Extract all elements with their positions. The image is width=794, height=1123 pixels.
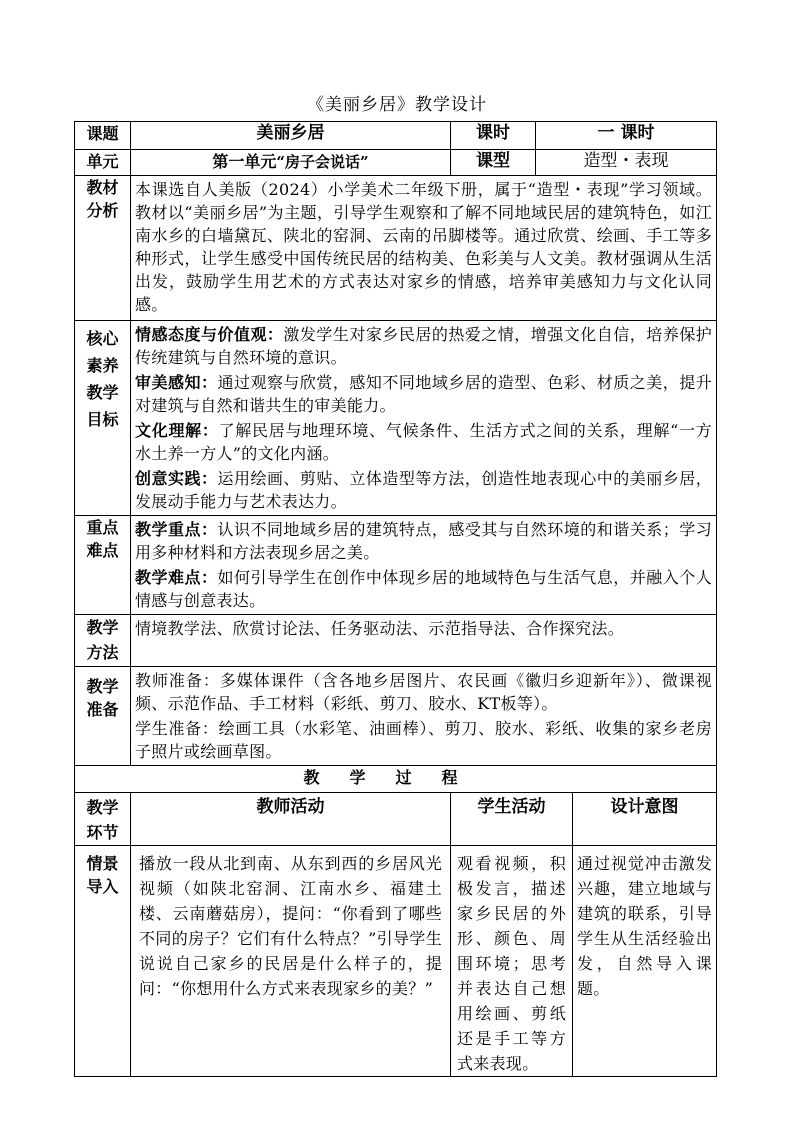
goals-label: 核心 素养 教学 目标 — [75, 321, 131, 516]
type-label: 课型 — [451, 150, 536, 176]
unit-value-sub: “房子会说话” — [276, 153, 369, 171]
process-row — [75, 846, 717, 1077]
keypoints-label: 重点 难点 — [75, 516, 131, 615]
unit-label: 单元 — [75, 150, 131, 176]
unit-value-main: 第一单元 — [212, 152, 277, 171]
keypoints-content — [131, 516, 717, 615]
keypoint-item: 教学难点：如何引导学生在创作中体现乡居的地域特色与生活气息，并融入个人情感与创意表达。 — [135, 568, 713, 610]
analysis-row — [75, 176, 717, 321]
type-value: 造型・表现 — [536, 150, 717, 176]
preparation-label: 教学 准备 — [75, 667, 131, 766]
preparation-row — [75, 667, 717, 766]
methods-text: 情境教学法、欣赏讨论法、任务驱动法、示范指导法、合作探究法。 — [131, 615, 717, 667]
student-activity-header: 学生活动 — [451, 793, 573, 846]
student-preparation: 学生准备：绘画工具（水彩笔、油画棒）、剪刀、胶水、彩纸、收集的家乡老房子照片或绘画草图。 — [135, 719, 713, 761]
goal-item: 文化理解：了解民居与地理环境、气候条件、生活方式之间的关系，理解“一方水土养一方人”的文化内涵。 — [135, 421, 712, 463]
design-intent-header: 设计意图 — [573, 793, 717, 846]
goals-row — [75, 321, 717, 516]
stage-column-header: 教学 环节 — [75, 793, 131, 846]
unit-value — [131, 150, 451, 176]
period-label: 课时 — [451, 122, 536, 150]
analysis-label: 教材 分析 — [75, 176, 131, 321]
period-value: 一 课时 — [536, 122, 717, 150]
lesson-plan-table — [74, 121, 717, 1077]
topic-row — [75, 122, 717, 150]
teacher-activity-header: 教师活动 — [131, 793, 451, 846]
keypoint-item: 教学重点：认识不同地域乡居的建筑特点，感受其与自然环境的和谐关系；学习用多种材料和方法表现乡居之美。 — [135, 520, 713, 562]
methods-row — [75, 615, 717, 667]
preparation-content — [131, 667, 717, 766]
unit-row — [75, 150, 717, 176]
topic-label: 课题 — [75, 122, 131, 150]
methods-label: 教学 方法 — [75, 615, 131, 667]
process-title-row — [75, 766, 717, 793]
goal-item: 创意实践：运用绘画、剪贴、立体造型等方法，创造性地表现心中的美丽乡居，发展动手能力与艺术表达力。 — [135, 469, 713, 511]
design-intent-cell: 通过视觉冲击激发兴趣，建立地域与建筑的联系，引导学生从生活经验出发，自然导入课题。 — [573, 846, 717, 1077]
topic-value: 美丽乡居 — [131, 122, 451, 150]
teacher-activity-cell: 播放一段从北到南、从东到西的乡居风光视频（如陕北窑洞、江南水乡、福建土楼、云南蘑菇房），提问：“你看到了哪些不同的房子？它们有什么特点？”引导学生说说自己家乡的民居是什么样子的，提问：“你想用什么方式来表现家乡的美？” — [131, 846, 451, 1077]
student-activity-cell: 观看视频，积极发言，描述家乡民居的外形、颜色、周围环境；思考并表达自己想用绘画、剪纸还是手工等方式来表现。 — [451, 846, 573, 1077]
goals-content — [131, 321, 717, 516]
document-title: 《美丽乡居》教学设计 — [307, 95, 487, 115]
process-header-row — [75, 793, 717, 846]
goal-item: 情感态度与价值观：激发学生对家乡民居的热爱之情，增强文化自信，培养保护传统建筑与自然环境的意识。 — [135, 325, 713, 367]
stage-cell: 情景 导入 — [75, 846, 131, 1077]
keypoints-row — [75, 516, 717, 615]
goal-item: 审美感知：通过观察与欣赏，感知不同地域乡居的造型、色彩、材质之美，提升对建筑与自然和谐共生的审美能力。 — [135, 373, 713, 415]
process-title: 教学过程 — [75, 766, 717, 793]
teacher-preparation: 教师准备：多媒体课件（含各地乡居图片、农民画《徽归乡迎新年》）、微课视频、示范作品、手工材料（彩纸、剪刀、胶水、KT板等）。 — [135, 671, 713, 713]
analysis-text: 本课选自人美版（2024）小学美术二年级下册，属于“造型・表现”学习领域。教材以“美丽乡居”为主题，引导学生观察和了解不同地域民居的建筑特色，如江南水乡的白墙黛瓦、陕北的窑洞、云南的吊脚楼等。通过欣赏、绘画、手工等多种形式，让学生感受中国传统民居的结构美、色彩美与人文美。教材强调从生活出发，鼓励学生用艺术的方式表达对家乡的情感，培养审美感知力与文化认同感。 — [131, 176, 717, 321]
